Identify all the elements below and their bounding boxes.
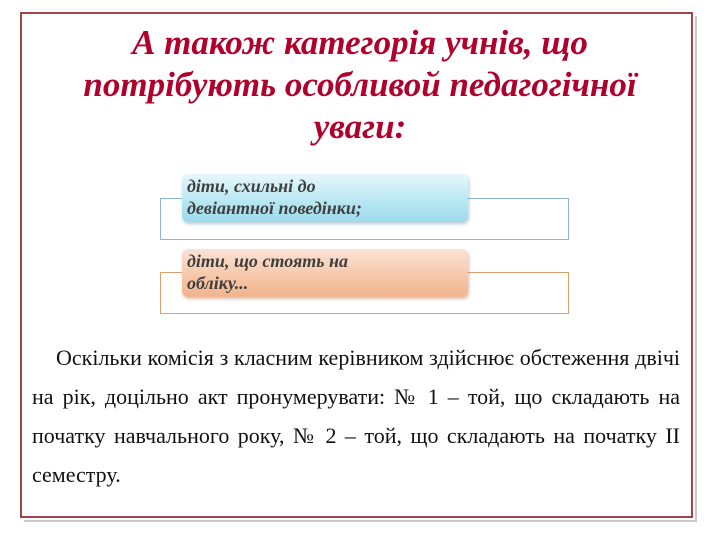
title-line-1: А також категорія учнів, що <box>132 23 588 62</box>
list-item-1 <box>182 174 468 222</box>
slide-title <box>30 22 690 148</box>
list-item-1-line-1: діти, схильні до <box>187 176 316 196</box>
list-item-2-line-2: обліку... <box>187 273 249 293</box>
title-line-2: потрібують особливой педагогічної <box>83 65 637 104</box>
list-item-1-line-2: девіантної поведінки; <box>187 198 362 218</box>
title-line-3: уваги: <box>313 107 407 146</box>
list-item-2 <box>182 249 468 297</box>
list-item-2-line-1: діти, що стоять на <box>187 251 348 271</box>
body-paragraph: Оскільки комісія з класним керівником здійснює обстеження двічі на рік, доцільно акт пронумерувати: № 1 – той, що складають на початку навчального року, № 2 – той, що складають на початку ІІ семестру. <box>32 345 680 487</box>
